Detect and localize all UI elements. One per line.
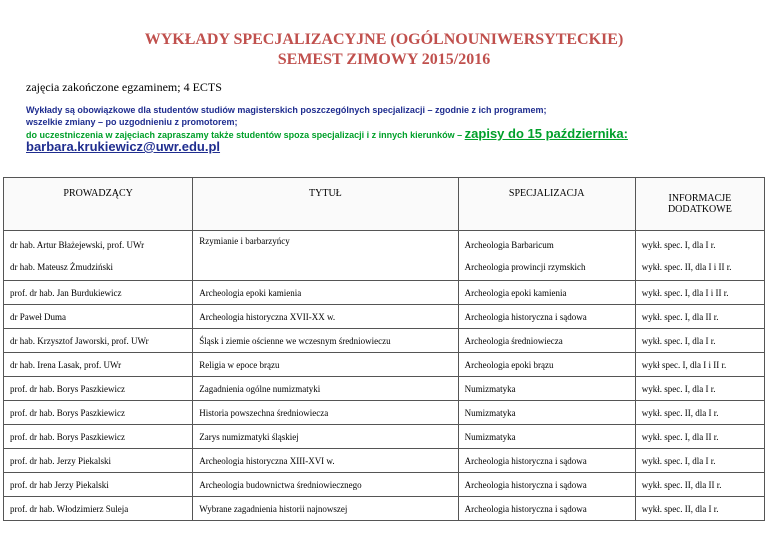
table-row: [4, 401, 765, 425]
specialization-cell: Archeologia historyczna i sądowa: [458, 473, 635, 497]
info-note: wykł. spec. I, dla I r.: [641, 239, 716, 250]
lecturer-cell: prof. dr hab. Borys Paszkiewicz: [4, 377, 193, 401]
table-row: [4, 497, 765, 521]
lecturer-cell: prof. dr hab. Borys Paszkiewicz: [4, 401, 193, 425]
exam-note: zajęcia zakończone egzaminem; 4 ECTS: [26, 80, 222, 94]
info-cell: wykł. spec. I, dla I i II r.: [635, 281, 764, 305]
lecturer-cell: dr hab. Irena Lasak, prof. UWr: [4, 353, 193, 377]
specialization-cell: Archeologia historyczna i sądowa: [458, 449, 635, 473]
table-row: [4, 425, 765, 449]
info-cell: wykł spec. I, dla I i II r.: [635, 353, 764, 377]
header-additional-info: INFORMACJE DODATKOWE: [635, 178, 764, 231]
table-row: [4, 231, 765, 281]
specialization-cell: Numizmatyka: [458, 401, 635, 425]
table-row: [4, 281, 765, 305]
table-row: [4, 305, 765, 329]
specialization-cell: Archeologia epoki kamienia: [458, 281, 635, 305]
table-row: [4, 377, 765, 401]
specialization-cell: [458, 231, 635, 281]
title-cell: Historia powszechna średniowiecza: [193, 401, 458, 425]
title-cell: Zagadnienia ogólne numizmatyki: [193, 377, 458, 401]
table-row: [4, 353, 765, 377]
lectures-table: [3, 177, 765, 521]
info-cell: wykł. spec. II, dla I r.: [635, 497, 764, 521]
info-line-1: Wykłady są obowiązkowe dla studentów studiów magisterskich poszczególnych specjalizacji – zgodnie z ich programem;: [26, 105, 547, 115]
specialization-cell: Numizmatyka: [458, 377, 635, 401]
title-cell: Śląsk i ziemie ościenne we wczesnym średniowieczu: [193, 329, 458, 353]
table-row: [4, 449, 765, 473]
info-cell: wykł. spec. II, dla II r.: [635, 473, 764, 497]
lecturer-name: dr hab. Artur Błażejewski, prof. UWr: [10, 239, 145, 250]
lecturer-name: dr hab. Mateusz Żmudziński: [10, 261, 113, 272]
title-cell: Wybrane zagadnienia historii najnowszej: [193, 497, 458, 521]
info-line-2: wszelkie zmiany – po uzgodnieniu z promotorem;: [26, 117, 238, 127]
specialization-cell: Archeologia średniowiecza: [458, 329, 635, 353]
contact-email-link[interactable]: barbara.krukiewicz@uwr.edu.pl: [26, 139, 221, 154]
title-cell: Archeologia epoki kamienia: [193, 281, 458, 305]
table-row: [4, 329, 765, 353]
info-block: [26, 104, 756, 154]
title-cell: Rzymianie i barbarzyńcy: [193, 231, 458, 281]
table-row: [4, 473, 765, 497]
document-title: WYKŁADY SPECJALIZACYJNE (OGÓLNOUNIWERSYTECKIE): [144, 31, 624, 48]
lecturer-cell: dr Paweł Duma: [4, 305, 193, 329]
info-cell: wykł. spec. I, dla I r.: [635, 329, 764, 353]
header-lecturer: PROWADZĄCY: [4, 178, 193, 231]
specialization-name: Archeologia Barbaricum: [464, 239, 554, 250]
title-cell: Religia w epoce brązu: [193, 353, 458, 377]
lecturer-cell: prof. dr hab. Jan Burdukiewicz: [4, 281, 193, 305]
specialization-cell: Archeologia epoki brązu: [458, 353, 635, 377]
specialization-cell: Numizmatyka: [458, 425, 635, 449]
lecturer-cell: prof. dr hab Jerzy Piekalski: [4, 473, 193, 497]
lecturer-cell: prof. dr hab. Jerzy Piekalski: [4, 449, 193, 473]
header-title: TYTUŁ: [193, 178, 458, 231]
lecturer-cell: prof. dr hab. Borys Paszkiewicz: [4, 425, 193, 449]
table-header-row: [4, 178, 765, 231]
specialization-name: Archeologia prowincji rzymskich: [464, 261, 586, 272]
info-cell: [635, 231, 764, 281]
title-cell: Archeologia historyczna XVII-XX w.: [193, 305, 458, 329]
info-cell: wykł. spec. I, dla II r.: [635, 425, 764, 449]
lecturer-cell: prof. dr hab. Włodzimierz Suleja: [4, 497, 193, 521]
info-cell: wykł. spec. I, dla I r.: [635, 377, 764, 401]
info-note: wykł. spec. II, dla I i II r.: [641, 261, 732, 272]
registration-deadline: zapisy do 15 października:: [464, 126, 628, 141]
title-cell: Zarys numizmatyki śląskiej: [193, 425, 458, 449]
info-cell: wykł. spec. I, dla II r.: [635, 305, 764, 329]
header-specialization: SPECJALIZACJA: [458, 178, 635, 231]
document-subtitle: SEMEST ZIMOWY 2015/2016: [277, 51, 491, 68]
info-cell: wykł. spec. I, dla I r.: [635, 449, 764, 473]
info-cell: wykł. spec. II, dla I r.: [635, 401, 764, 425]
info-line-3-text: do uczestniczenia w zajęciach zapraszamy także studentów spoza specjalizacji i z innych kierunków –: [26, 130, 465, 140]
specialization-cell: Archeologia historyczna i sądowa: [458, 497, 635, 521]
lecturer-cell: dr hab. Krzysztof Jaworski, prof. UWr: [4, 329, 193, 353]
title-cell: Archeologia historyczna XIII-XVI w.: [193, 449, 458, 473]
lecturer-cell: [4, 231, 193, 281]
specialization-cell: Archeologia historyczna i sądowa: [458, 305, 635, 329]
title-cell: Archeologia budownictwa średniowiecznego: [193, 473, 458, 497]
